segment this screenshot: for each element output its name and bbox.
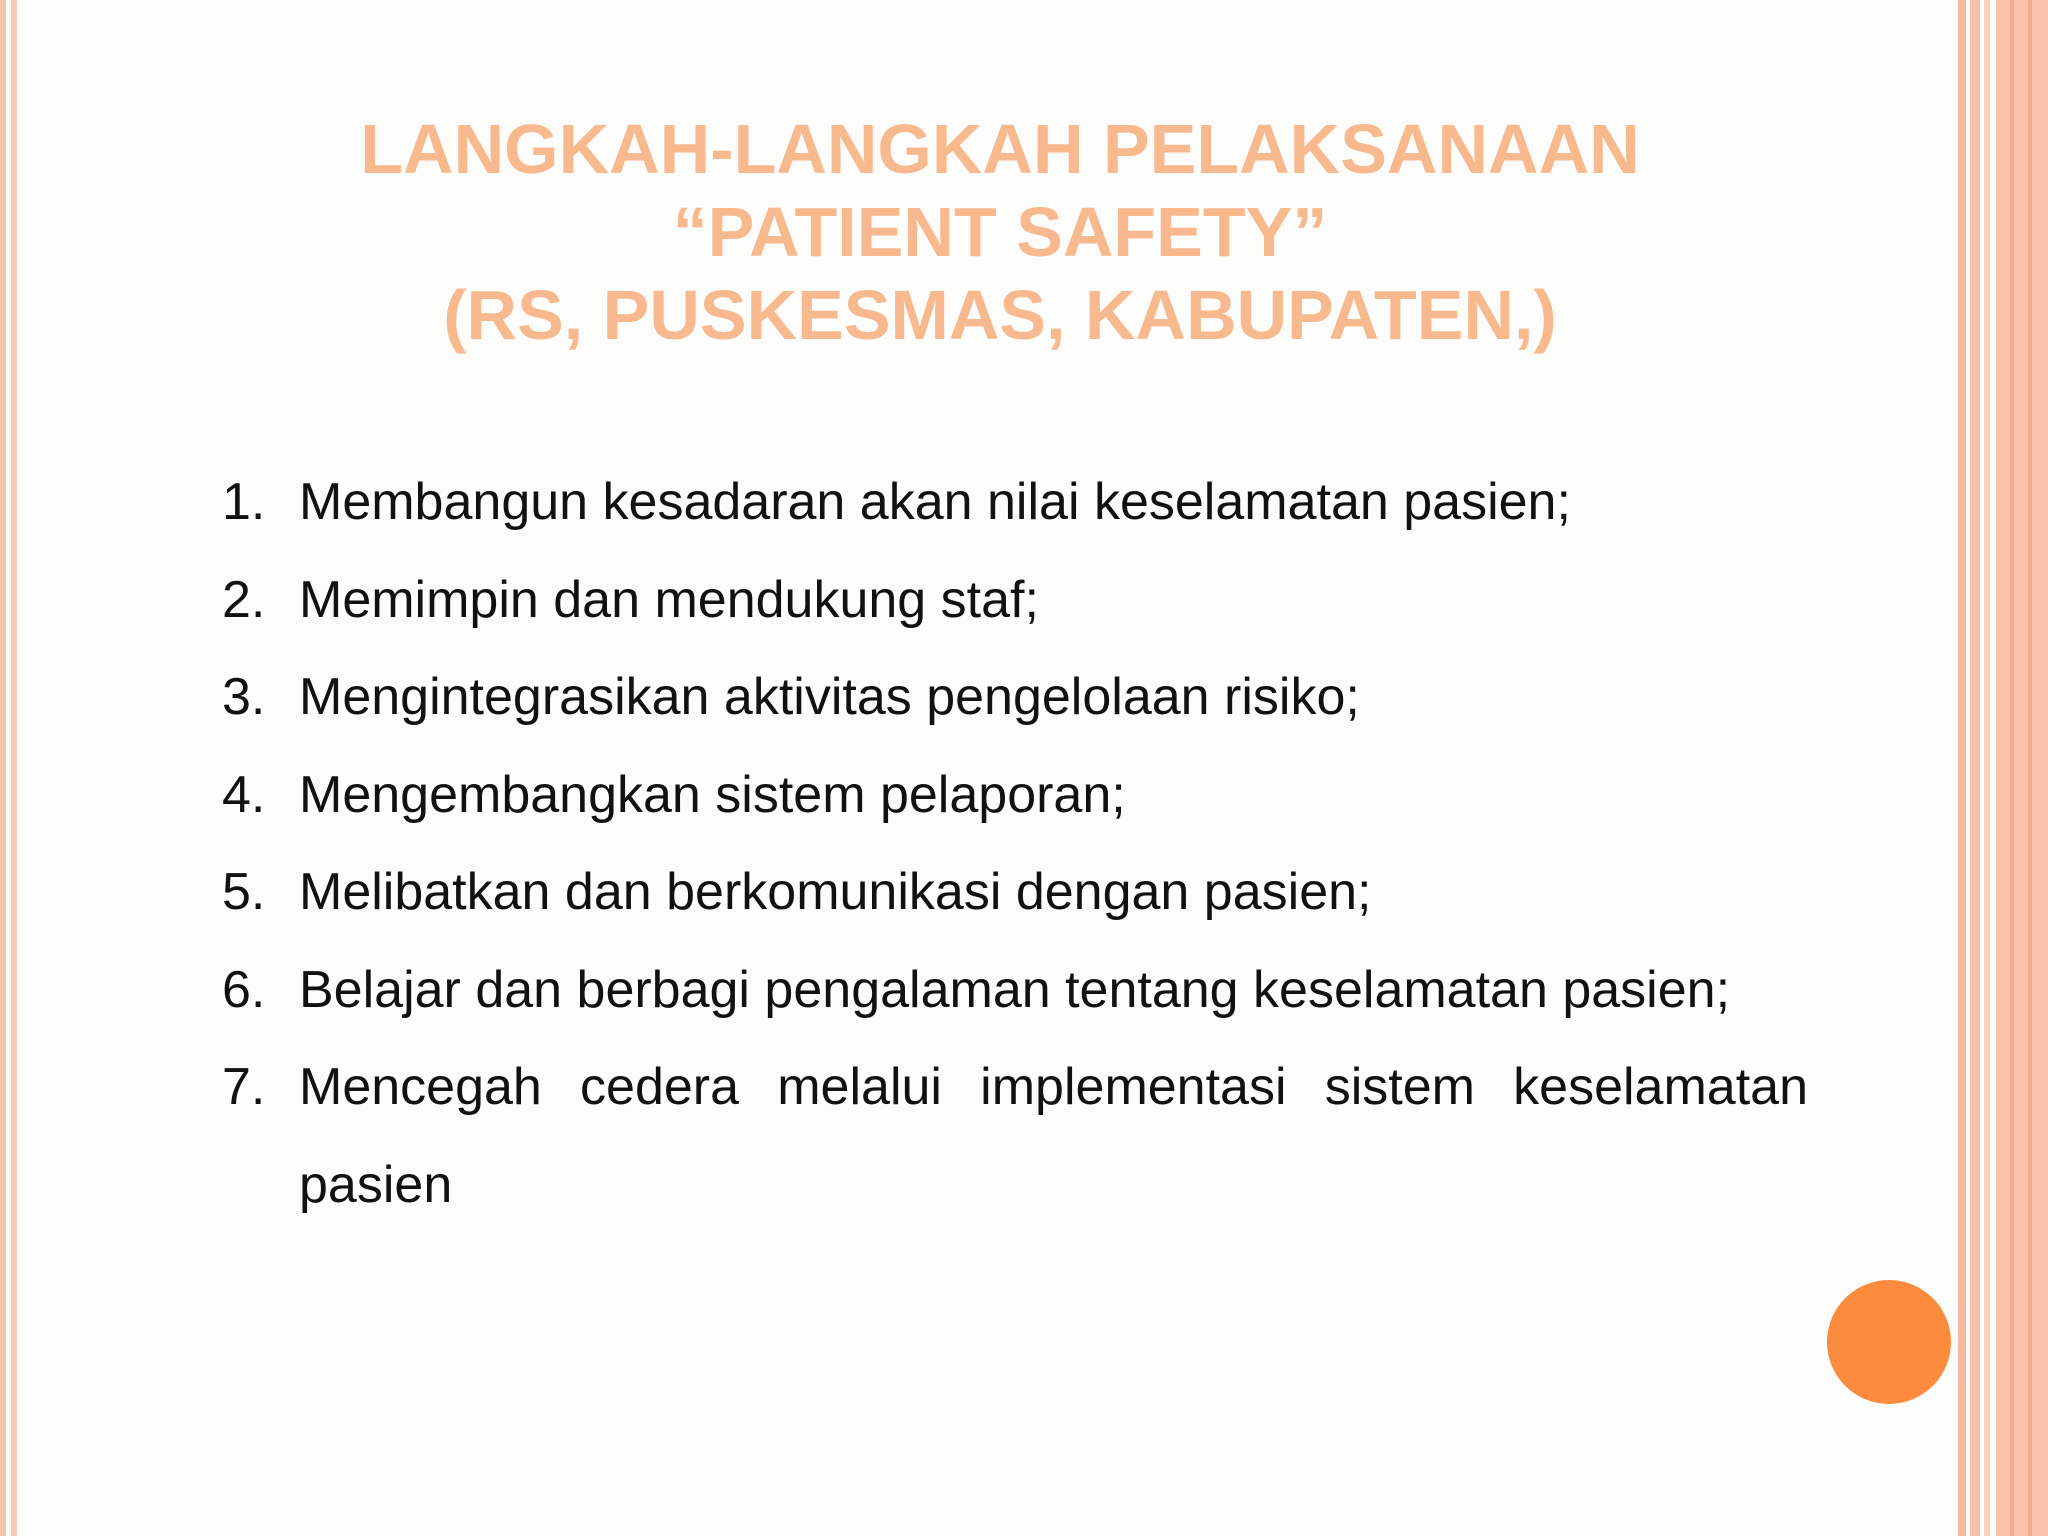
slide-title (240, 108, 1760, 357)
step-text: Mencegah cedera melalui implementasi sistem keselamatan pasien (299, 1058, 1808, 1214)
right-border-line (1958, 0, 1966, 1536)
step-number: 3. (222, 668, 266, 726)
slide-title-line-3: (RS, PUSKESMAS, KABUPATEN,) (443, 276, 1557, 354)
step-number: 7. (222, 1058, 266, 1116)
step-text: Mengintegrasikan aktivitas pengelolaan risiko; (299, 668, 1360, 726)
step-number: 5. (222, 863, 266, 921)
slide-title-line-2: “PATIENT SAFETY” (672, 193, 1328, 271)
left-border-stripe (0, 0, 6, 1536)
right-border-line (1970, 0, 1980, 1536)
step-text: Melibatkan dan berkomunikasi dengan pasien; (299, 863, 1372, 921)
step-number: 2. (222, 570, 266, 629)
step-text: Membangun kesadaran akan nilai keselamatan pasien; (299, 473, 1571, 531)
decorative-orange-circle (1827, 1280, 1951, 1404)
step-number: 6. (222, 960, 266, 1019)
list-item (222, 747, 1808, 845)
right-border-line (2010, 0, 2014, 1536)
right-border-line (1996, 0, 2048, 1536)
steps-list (222, 454, 1808, 1234)
step-number: 1. (222, 473, 266, 531)
slide-title-line-1: LANGKAH-LANGKAH PELAKSANAAN (360, 110, 1640, 188)
right-border-line (1984, 0, 1990, 1536)
left-border-stripe-inner (11, 0, 17, 1536)
step-text: Mengembangkan sistem pelaporan; (299, 765, 1126, 824)
right-border-line (2028, 0, 2032, 1536)
list-item (222, 844, 1808, 942)
list-item (222, 552, 1808, 650)
step-number: 4. (222, 765, 266, 824)
step-text: Belajar dan berbagi pengalaman tentang keselamatan pasien; (299, 960, 1731, 1019)
list-item (222, 942, 1808, 1040)
list-item (222, 454, 1808, 552)
list-item (222, 649, 1808, 747)
step-text: Memimpin dan mendukung staf; (299, 570, 1039, 629)
list-item (222, 1039, 1808, 1234)
